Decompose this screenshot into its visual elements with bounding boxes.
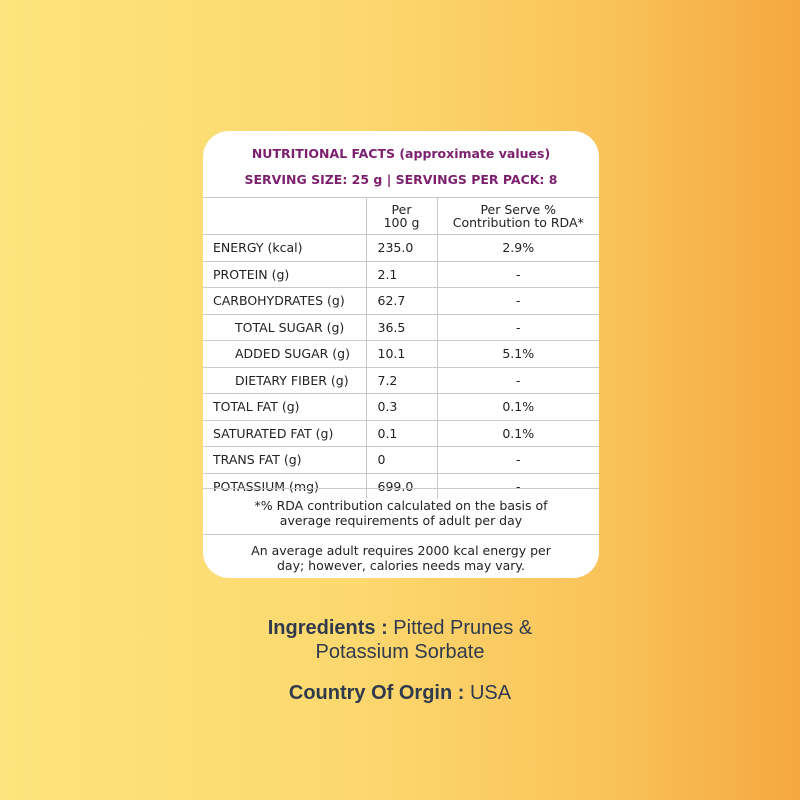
- header-per-100g: Per 100 g: [366, 198, 437, 235]
- table-row: [203, 367, 599, 394]
- rda-footnote: *% RDA contribution calculated on the basis of average requirements of adult per day: [203, 488, 599, 534]
- country-of-origin: [0, 682, 800, 705]
- nutrient-rda: 0.1%: [437, 420, 599, 447]
- nutrient-label: CARBOHYDRATES (g): [203, 288, 366, 315]
- nutrition-facts-panel: [203, 131, 599, 578]
- table-row: [203, 288, 599, 315]
- ingredients-line-1: [0, 617, 800, 640]
- table-row: [203, 394, 599, 421]
- nutrient-rda: 0.1%: [437, 394, 599, 421]
- table-row: [203, 420, 599, 447]
- ingredients-label: Ingredients :: [267, 617, 388, 639]
- nutrient-label: TOTAL FAT (g): [203, 394, 366, 421]
- nutrient-rda: -: [437, 447, 599, 474]
- nutrient-per100: 0.1: [366, 420, 437, 447]
- nutrient-per100: 0: [366, 447, 437, 474]
- nutrient-per100: 62.7: [366, 288, 437, 315]
- table-row: [203, 235, 599, 262]
- nutrient-per100: 2.1: [366, 261, 437, 288]
- table-row: [203, 314, 599, 341]
- nutrition-table: [203, 197, 599, 499]
- nutrient-per100: 0.3: [366, 394, 437, 421]
- nutrient-per100: 699.0: [366, 473, 437, 499]
- nutrient-rda: -: [437, 261, 599, 288]
- nutrient-label: SATURATED FAT (g): [203, 420, 366, 447]
- ingredients-value-1: Pitted Prunes &: [393, 617, 533, 639]
- nutrient-per100: 10.1: [366, 341, 437, 368]
- nutrition-title: NUTRITIONAL FACTS (approximate values): [251, 146, 551, 161]
- nutrient-per100: 7.2: [366, 367, 437, 394]
- ingredients-value-2: Potassium Sorbate: [315, 641, 485, 663]
- nutrient-label: POTASSIUM (mg): [203, 473, 366, 499]
- table-row: [203, 261, 599, 288]
- nutrient-label: TOTAL SUGAR (g): [203, 314, 366, 341]
- nutrient-per100: 235.0: [366, 235, 437, 262]
- table-row: [203, 341, 599, 368]
- table-row: [203, 447, 599, 474]
- nutrient-rda: -: [437, 367, 599, 394]
- nutrient-rda: -: [437, 288, 599, 315]
- nutrient-per100: 36.5: [366, 314, 437, 341]
- serving-size-line: SERVING SIZE: 25 g | SERVINGS PER PACK: 8: [244, 172, 558, 187]
- header-nutrient: [203, 198, 366, 235]
- energy-footnote: An average adult requires 2000 kcal energy per day; however, calories needs may vary.: [203, 534, 599, 578]
- nutrient-rda: 2.9%: [437, 235, 599, 262]
- nutrient-rda: -: [437, 314, 599, 341]
- nutrient-label: PROTEIN (g): [203, 261, 366, 288]
- nutrient-label: DIETARY FIBER (g): [203, 367, 366, 394]
- nutrient-label: ADDED SUGAR (g): [203, 341, 366, 368]
- nutrient-rda: -: [437, 473, 599, 499]
- ingredients-line-2: [0, 641, 800, 664]
- table-header-row: [203, 198, 599, 235]
- header-rda: Per Serve % Contribution to RDA*: [437, 198, 599, 235]
- country-value: USA: [469, 682, 512, 704]
- nutrient-label: ENERGY (kcal): [203, 235, 366, 262]
- nutrient-label: TRANS FAT (g): [203, 447, 366, 474]
- country-label: Country Of Orgin :: [288, 682, 465, 704]
- nutrient-rda: 5.1%: [437, 341, 599, 368]
